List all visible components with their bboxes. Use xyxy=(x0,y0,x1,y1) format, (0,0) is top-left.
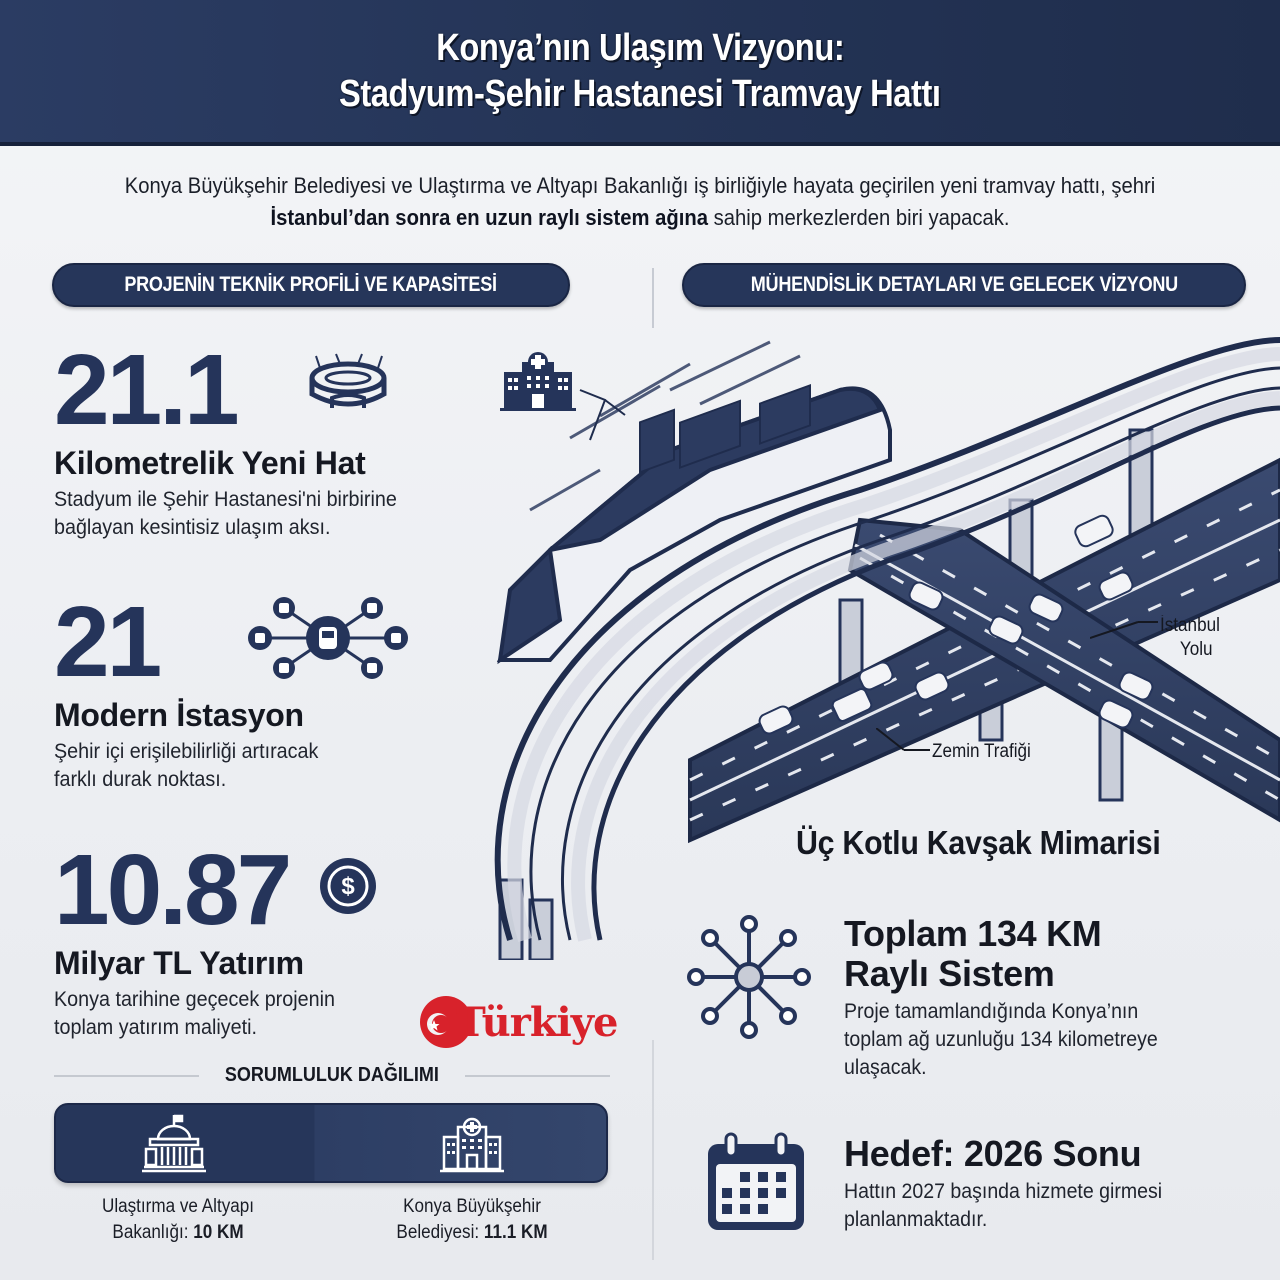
callout-text: Yolu xyxy=(1179,639,1213,660)
dollar-coin-icon xyxy=(318,856,378,916)
divider-line xyxy=(465,1075,610,1077)
section-title-right xyxy=(682,263,1246,307)
intro-part-2: sahip merkezlerden biri yapacak. xyxy=(708,205,1010,230)
section-title-right-text: MÜHENDİSLİK DETAYLARI VE GELECEK VİZYONU xyxy=(750,273,1178,296)
government-building-icon xyxy=(142,1113,206,1175)
block-description xyxy=(844,1178,1162,1234)
resp-value: 10 KM xyxy=(193,1222,244,1243)
intro-text xyxy=(106,170,1173,234)
desc-line: planlanmaktadır. xyxy=(844,1208,988,1231)
page-title-line-1: Konya’nın Ulaşım Vizyonu: xyxy=(435,27,845,69)
stat-description xyxy=(54,738,318,794)
responsibility-municipality xyxy=(355,1194,589,1246)
calendar-icon xyxy=(704,1130,808,1234)
block-title: Toplam 134 KM xyxy=(844,913,1102,954)
callout-line-ground xyxy=(876,728,932,758)
stat-label: Modern İstasyon xyxy=(54,697,304,733)
stat-value: 21.1 xyxy=(54,334,237,446)
callout-istanbul-road xyxy=(1160,614,1220,662)
desc-line: Stadyum ile Şehir Hastanesi'ni birbirine xyxy=(54,488,397,511)
block-title: Hedef: 2026 Sonu xyxy=(844,1133,1142,1174)
hospital-building-icon xyxy=(440,1115,504,1175)
desc-line: Hattın 2027 başında hizmete girmesi xyxy=(844,1180,1163,1203)
resp-name: Belediyesi: xyxy=(396,1222,480,1243)
junction-title: Üç Kotlu Kavşak Mimarisi xyxy=(796,824,1161,861)
resp-value: 11.1 KM xyxy=(483,1222,548,1243)
total-rail-network-block xyxy=(844,914,1181,1082)
section-title-left-text: PROJENİN TEKNİK PROFİLİ VE KAPASİTESİ xyxy=(124,273,498,296)
title-banner xyxy=(0,0,1280,146)
stat-label: Milyar TL Yatırım xyxy=(54,945,304,981)
section-title-left xyxy=(52,263,570,307)
target-date-block xyxy=(844,1134,1186,1234)
divider-line xyxy=(54,1075,199,1077)
desc-line: ulaşacak. xyxy=(844,1056,927,1079)
resp-name: Ulaştırma ve Altyapı xyxy=(101,1196,255,1217)
stat-label: Kilometrelik Yeni Hat xyxy=(54,445,366,481)
logo-text: Türkiye xyxy=(456,998,618,1046)
callout-line-istanbul xyxy=(1090,610,1160,640)
responsibility-title: SORUMLULUK DAĞILIMI xyxy=(225,1064,440,1086)
block-title: Raylı Sistem xyxy=(844,953,1055,994)
column-divider xyxy=(652,268,654,328)
stat-description xyxy=(54,986,335,1042)
desc-line: Şehir içi erişilebilirliği artıracak xyxy=(54,740,319,763)
desc-line: Konya tarihine geçecek projenin xyxy=(54,988,335,1011)
stat-investment xyxy=(54,834,353,1042)
stat-description xyxy=(54,486,397,542)
intro-part-1: Konya Büyükşehir Belediyesi ve Ulaştırma ve Altyapı Bakanlığı iş birliğiyle hayata geçirilen yeni tramvay hattı, şehri xyxy=(124,173,1156,198)
column-divider-bottom xyxy=(652,1040,654,1260)
resp-name: Bakanlığı: xyxy=(112,1222,189,1243)
callout-ground-traffic: Zemin Trafiği xyxy=(932,741,1031,762)
turkiye-logo xyxy=(418,992,617,1052)
station-network-icon xyxy=(244,596,412,680)
desc-line: toplam yatırım maliyeti. xyxy=(54,1016,257,1039)
network-hub-icon xyxy=(686,914,812,1040)
callout-text: İstanbul xyxy=(1160,615,1220,636)
responsibility-heading xyxy=(54,1064,610,1087)
block-description xyxy=(844,998,1158,1082)
desc-line: Proje tamamlandığında Konya’nın xyxy=(844,1000,1139,1023)
svg-text:$: $ xyxy=(341,873,355,900)
intro-highlight: İstanbul’dan sonra en uzun raylı sistem ağına xyxy=(270,205,709,230)
responsibility-bar xyxy=(54,1103,608,1183)
desc-line: bağlayan kesintisiz ulaşım aksı. xyxy=(54,516,331,539)
resp-name: Konya Büyükşehir xyxy=(403,1196,541,1217)
tram-interchange-illustration xyxy=(440,320,1280,960)
stat-value: 21 xyxy=(54,586,160,698)
stat-value: 10.87 xyxy=(54,834,290,946)
desc-line: farklı durak noktası. xyxy=(54,768,227,791)
stadium-icon xyxy=(306,352,390,414)
page-title-line-2: Stadyum-Şehir Hastanesi Tramvay Hattı xyxy=(339,73,941,115)
desc-line: toplam ağ uzunluğu 134 kilometreye xyxy=(844,1028,1158,1051)
responsibility-ministry xyxy=(61,1194,295,1246)
